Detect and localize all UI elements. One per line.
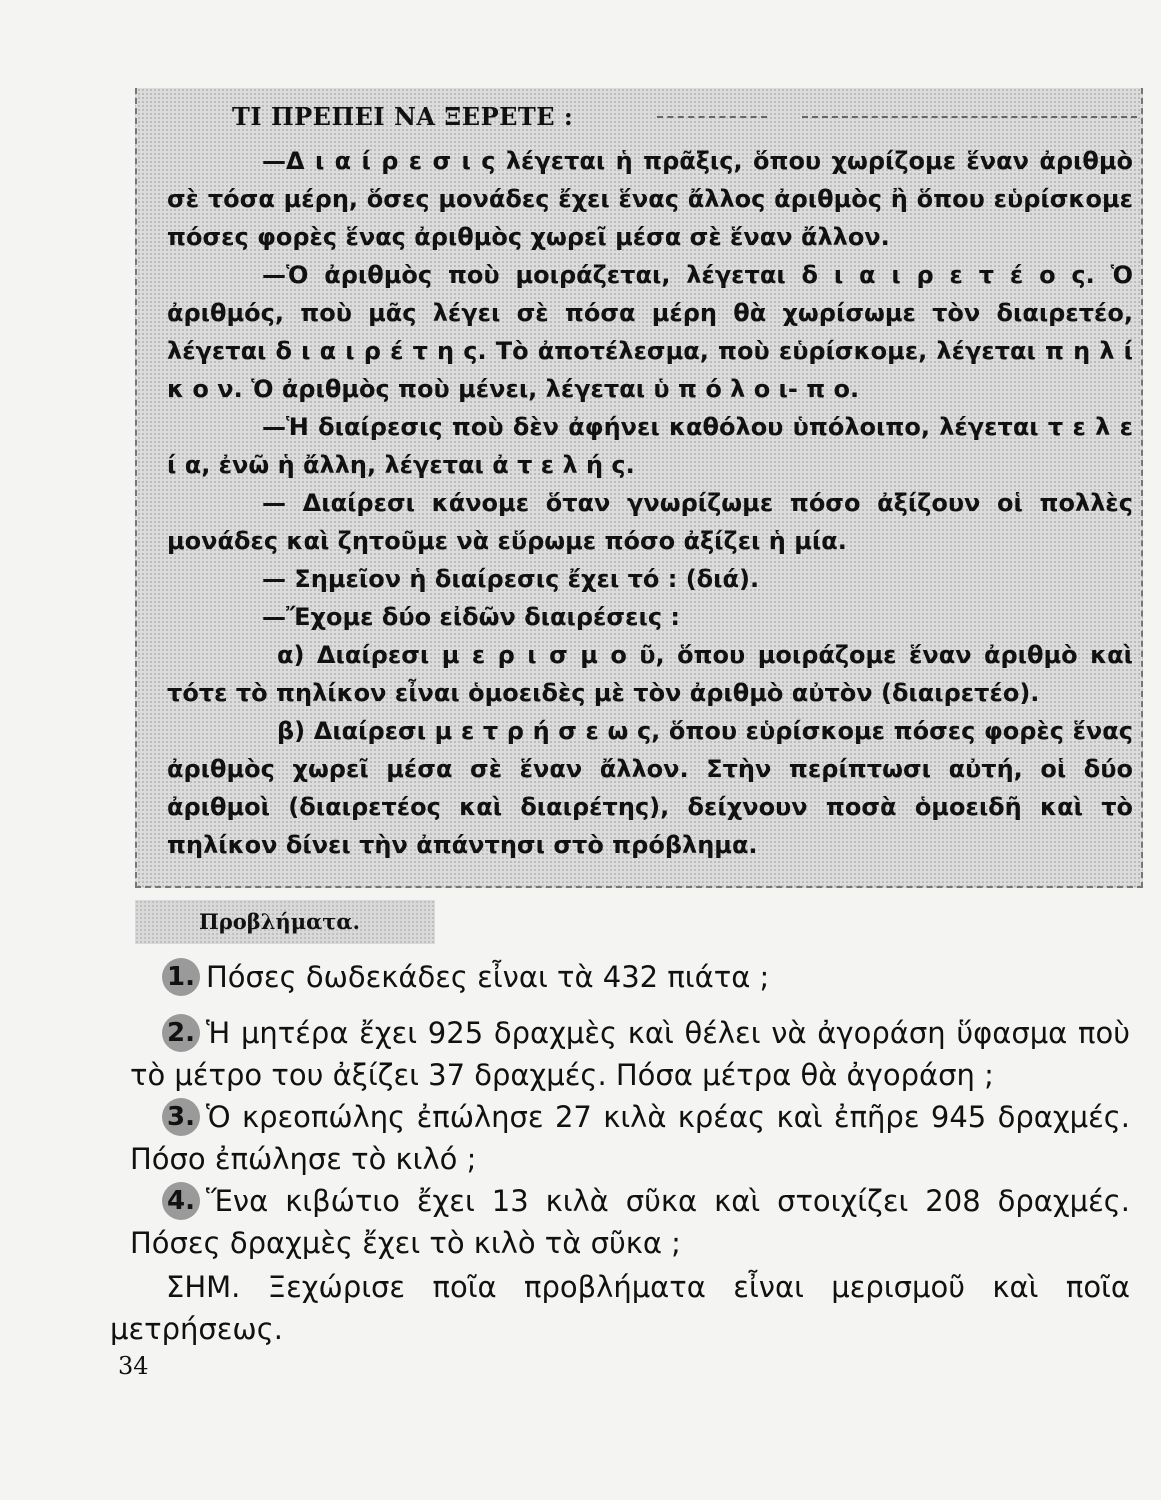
problem-item [130, 1012, 1130, 1096]
problem-text: Ἡ μητέρα ἔχει 925 δραχμὲς καὶ θέλει νὰ ἀγοράση ὕφασμα ποὺ τὸ μέτρο του ἀξίζει 37 δραχμές. Πόσα μέτρα θὰ ἀγοράση ; [130, 1016, 1130, 1092]
problem-number-badge: 3. [162, 1098, 200, 1136]
definition-paragraph: α) Διαίρεσι μ ε ρ ι σ μ ο ῦ, ὅπου μοιράζομε ἕναν ἀριθμὸ καὶ τότε τὸ πηλίκον εἶναι ὁμοειδὲς μὲ τὸν ἀριθμὸ αὐτὸν (διαιρετέο). [167, 641, 1133, 707]
definition-paragraph: β) Διαίρεσι μ ε τ ρ ή σ ε ω ς, ὅπου εὑρίσκομε πόσες φορὲς ἕνας ἀριθμὸς χωρεῖ μέσα σὲ ἕναν ἄλλον. Στὴν περίπτωσι αὐτή, οἱ δύο ἀριθμοὶ (διαιρετέος καὶ διαιρέτης), δείχνουν ποσὰ ὁμοειδῆ καὶ τὸ πηλίκον δίνει τὴν ἀπάντησι στὸ πρόβλημα. [167, 717, 1133, 859]
page-number: 34 [118, 1352, 149, 1380]
definition-paragraph: — Διαίρεσι κάνομε ὅταν γνωρίζωμε πόσο ἀξίζουν οἱ πολλὲς μονάδες καὶ ζητοῦμε νὰ εὕρωμε πόσο ἀξίζει ἡ μία. [167, 489, 1133, 555]
problem-item [130, 1096, 1130, 1180]
what-you-should-know-box [135, 88, 1143, 888]
problem-item [130, 956, 1130, 998]
problem-text: Ἕνα κιβώτιο ἔχει 13 κιλὰ σῦκα καὶ στοιχίζει 208 δραχμές. Πόσες δραχμὲς ἔχει τὸ κιλὸ τὰ σῦκα ; [130, 1184, 1130, 1260]
box-body [167, 142, 1133, 864]
definition-paragraph: —Ἔχομε δύο εἰδῶν διαιρέσεις : [262, 603, 680, 631]
wavy-rule [802, 116, 1137, 124]
definition-paragraph: —Δ ι α ί ρ ε σ ι ς λέγεται ἡ πρᾶξις, ὅπου χωρίζομε ἕναν ἀριθμὸ σὲ τόσα μέρη, ὅσες μονάδες ἔχει ἕνας ἄλλος ἀριθμὸς ἢ ὅπου εὑρίσκομε πόσες φορὲς ἕνας ἀριθμὸς χωρεῖ μέσα σὲ ἕναν ἄλλον. [167, 147, 1133, 251]
problem-number-badge: 1. [162, 958, 200, 996]
definition-paragraph: —Ἡ διαίρεσις ποὺ δὲν ἀφήνει καθόλου ὑπόλοιπο, λέγεται τ ε λ ε ί α, ἐνῶ ἡ ἄλλη, λέγεται ἀ τ ε λ ή ς. [167, 413, 1133, 479]
note: ΣΗΜ. Ξεχώρισε ποῖα προβλήματα εἶναι μερισμοῦ καὶ ποῖα μετρήσεως. [110, 1270, 1130, 1346]
problems-heading-label: Προβλήματα. [199, 909, 360, 934]
box-title: ΤΙ ΠΡΕΠΕΙ ΝΑ ΞΕΡΕΤΕ : [232, 102, 574, 131]
problem-number-badge: 2. [162, 1014, 200, 1052]
wavy-rule [657, 116, 767, 124]
definition-paragraph: —Ὁ ἀριθμὸς ποὺ μοιράζεται, λέγεται δ ι α ι ρ ε τ έ ο ς. Ὁ ἀριθμός, ποὺ μᾶς λέγει σὲ πόσα μέρη θὰ χωρίσωμε τὸν διαιρετέο, λέγεται δ ι α ι ρ έ τ η ς. Τὸ ἀποτέλεσμα, ποὺ εὑρίσκομε, λέγεται π η λ ί κ ο ν. Ὁ ἀριθμὸς ποὺ μένει, λέγεται ὑ π ό λ ο ι- π ο. [167, 261, 1133, 403]
problem-text: Πόσες δωδεκάδες εἶναι τὰ 432 πιάτα ; [206, 960, 770, 994]
definition-paragraph: — Σημεῖον ἡ διαίρεσις ἔχει τό : (διά). [262, 565, 760, 593]
problem-item [130, 1180, 1130, 1264]
problem-text: Ὁ κρεοπώλης ἐπώλησε 27 κιλὰ κρέας καὶ ἐπῆρε 945 δραχμές. Πόσο ἐπώλησε τὸ κιλό ; [130, 1100, 1130, 1176]
problem-number-badge: 4. [162, 1182, 200, 1220]
problems-heading [135, 900, 435, 944]
